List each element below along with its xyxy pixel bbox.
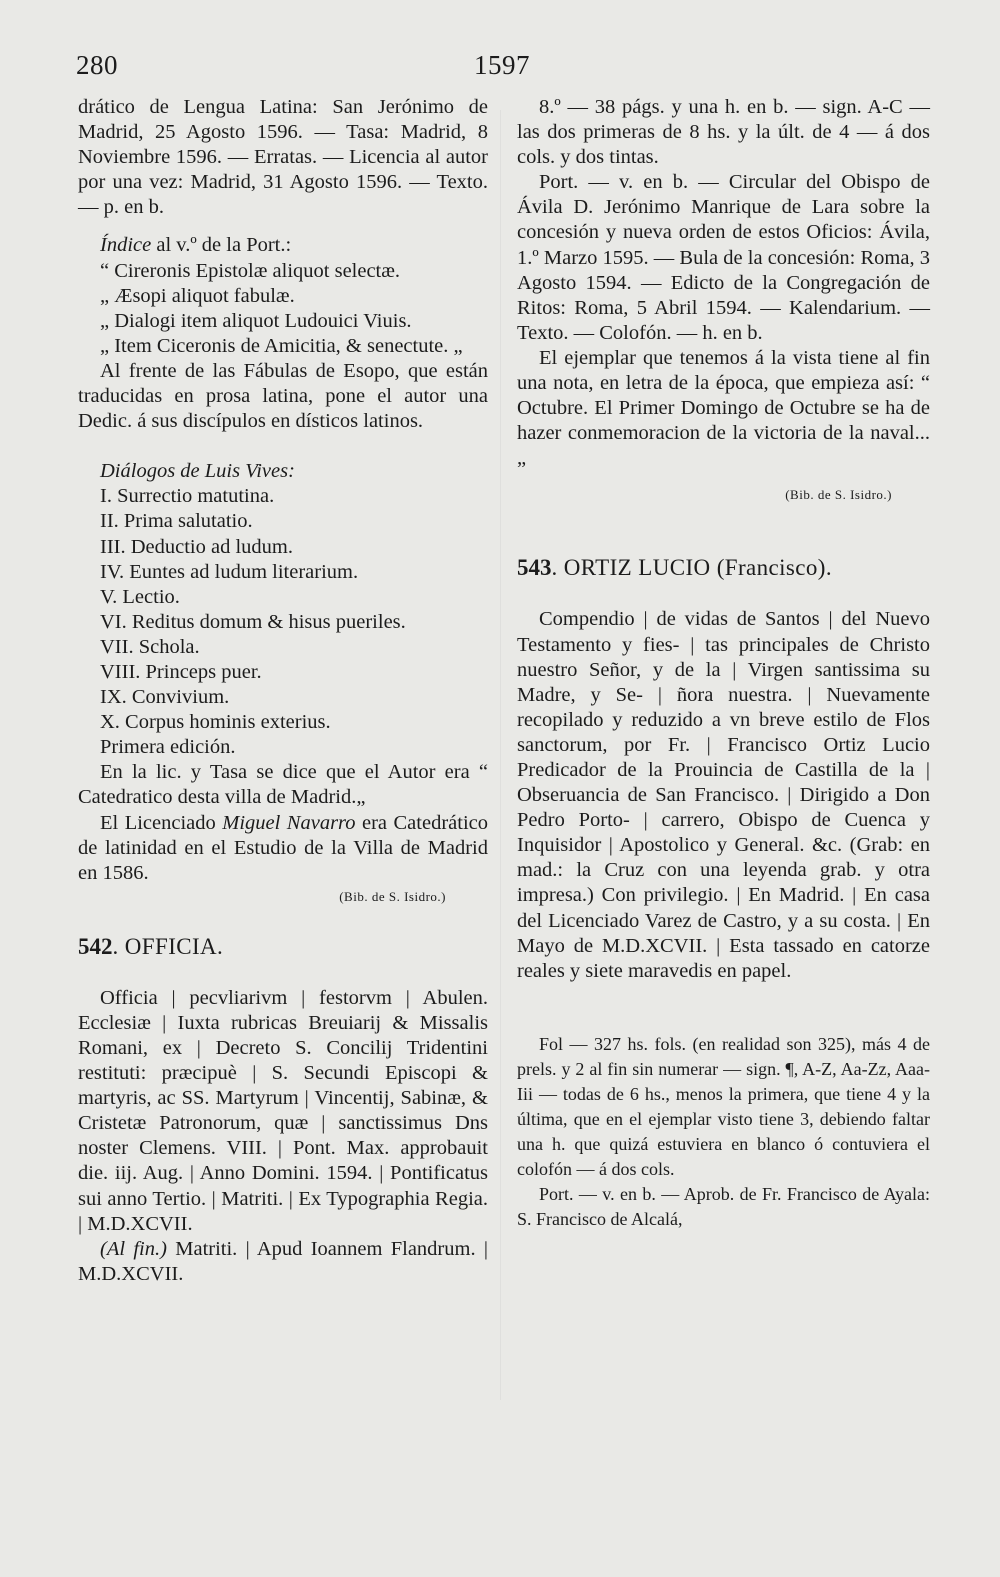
indice-item: „ Æsopi aliquot fabulæ.	[100, 284, 295, 307]
compendio-title-transcription: Compendio | de vidas de Santos | del Nuevo Testamento y fies- | tas principales de Christo nuestro Señor, y de la | Virgen santissima su Madre, y Se- | ñora nuestra. | Nuevamente recopilado y reduzido a vn breve estilo de Flos sanctorum, por Fr. | Francisco Ortiz Lucio Predicador de la Prouincia de Castilla de la | Obseruancia de San Francisco. | Dirigido a Don Pedro Porto- | carrero, Obispo de Cuenca y Inquisidor | Apostolico y General. &c. (Grab: en mad.: la Cruz con una leyenda grab. y otra impresa.) Con privilegio. | En Madrid. | En casa del Licenciado Varez de Castro, y a su costa. | En Mayo de M.D.XCVII. | Esta tassado en catorze reales y siete maravedis en papel.	[517, 608, 930, 982]
dialogo-item: II. Prima salutatio.	[100, 510, 253, 533]
dialogo-item: VI. Reditus domum & hisus pueriles.	[100, 610, 406, 633]
navarro-pre: El Licenciado	[100, 811, 223, 834]
source-note: (Bib. de S. Isidro.)	[339, 888, 446, 904]
alfin-label: (Al fin.)	[100, 1237, 167, 1260]
contents-paragraph: Port. — v. en b. — Circular del Obispo de Ávila D. Jerónimo Manrique de Lara sobre la concesión y nueva orden de estos Oficios: Ávila, 1.º Marzo 1595. — Bula de la concesión: Roma, 3 Agosto 1594. — Edicto de la Congregación de Ritos: Roma, 5 Abril 1594. — Kalendarium. — Texto. — Colofón. — h. en b.	[517, 171, 930, 344]
dialogo-item: IV. Euntes ad ludum literarium.	[100, 560, 359, 583]
fabulas-paragraph: Al frente de las Fábulas de Esopo, que están traducidas en prosa latina, pone el autor una Dedic. á sus discípulos en dísticos latinos.	[78, 359, 488, 433]
dialogo-item: VII. Schola.	[100, 635, 200, 658]
entry-543-heading	[517, 554, 930, 582]
licencia-paragraph: En la lic. y Tasa se dice que el Autor era “ Catedratico desta villa de Madrid.„	[78, 761, 488, 809]
dialogo-item: VIII. Princeps puer.	[100, 660, 262, 683]
indice-label: Índice	[100, 234, 152, 257]
column-gutter	[500, 110, 501, 1400]
dialogo-item: III. Deductio ad ludum.	[100, 535, 293, 558]
dialogo-item: V. Lectio.	[100, 585, 180, 608]
entry-542-heading	[78, 933, 488, 961]
navarro-name: Miguel Navarro	[222, 811, 356, 834]
officia-title-transcription: Officia | pecvliarivm | festorvm | Abulen. Ecclesiæ | Iuxta rubricas Breuiarij & Missalis Romani, ex | Decreto S. Concilij Tridentini restituti: præcipuè | S. Secundi Episcopi & martyris, ac SS. Martyrum | Vincentij, Sabinæ, & Cristetæ Patronorum, quæ | sanctissimus Dns noster Clemens. VIII. | Pont. Max. approbauit die. iij. Aug. | Anno Domini. 1594. | Pontificatus sui anno Tertio. | Matriti. | Ex Typographia Regia. | M.D.XCVII.	[78, 986, 488, 1235]
dialogos-list	[78, 484, 488, 735]
alfin-line	[78, 1237, 488, 1287]
primera-edicion: Primera edición.	[100, 736, 236, 759]
indice-list	[78, 259, 488, 359]
entry-541-continuation: drático de Lengua Latina: San Jerónimo de Madrid, 25 Agosto 1596. — Tasa: Madrid, 8 Noviembre 1596. — Erratas. — Licencia al autor por una vez: Madrid, 31 Agosto 1596. — Texto. — p. en b.	[78, 96, 488, 219]
collation-paragraph: 8.º — 38 págs. y una h. en b. — sign. A-C — las dos primeras de 8 hs. y la últ. de 4 — á dos cols. y dos tintas.	[517, 96, 930, 169]
page-number: 280	[76, 50, 118, 80]
folio-collation-paragraph: Fol — 327 hs. fols. (en realidad son 325), más 4 de prels. y 2 al fin sin numerar — sign. ¶, A-Z, Aa-Zz, Aaa-Iii — todas de 6 hs., menos la primera, que tiene 4 y la última, que en el ejemplar visto tiene 3, debiendo faltar una h. que quizá estuviera en blanco ó contuviera el colofón — á dos cols.	[517, 1033, 930, 1180]
dialogo-item: X. Corpus hominis exterius.	[100, 711, 331, 734]
alfin-rest: Matriti. | Apud Ioannem Flandrum. | M.D.XCVII.	[78, 1237, 488, 1285]
indice-item: “ Cireronis Epistolæ aliquot selectæ.	[100, 259, 401, 282]
entry-number: 543	[517, 555, 552, 581]
source-note: (Bib. de S. Isidro.)	[785, 487, 892, 503]
navarro-post: era Catedrático de latinidad en el Estudio de la Villa de Madrid en 1586.	[78, 811, 488, 884]
ejemplar-paragraph: El ejemplar que tenemos á la vista tiene al fin una nota, en letra de la época, que empieza así: “ Octubre. El Primer Domingo de Octubre se ha de hazer conmemoracion de la victoria de la naval... „	[517, 346, 930, 470]
dialogos-title: Diálogos de Luis Vives:	[100, 460, 295, 483]
indice-item: „ Item Ciceronis de Amicitia, & senectute. „	[100, 334, 463, 357]
right-column	[517, 95, 930, 1233]
entry-title: . OFFICIA.	[112, 933, 224, 959]
indice-rest: al v.º de la Port.:	[151, 234, 292, 257]
navarro-paragraph	[78, 811, 488, 886]
entry-title: . ORTIZ LUCIO (Francisco).	[551, 555, 832, 581]
left-column	[78, 95, 488, 1287]
dialogo-item: IX. Convivium.	[100, 686, 230, 709]
page-year-header: 1597	[474, 50, 530, 80]
entry-number: 542	[78, 933, 113, 959]
indice-item: „ Dialogi item aliquot Ludouici Viuis.	[100, 309, 412, 332]
port-aprob-paragraph: Port. — v. en b. — Aprob. de Fr. Francisco de Ayala: S. Francisco de Alcalá,	[517, 1184, 930, 1230]
dialogo-item: I. Surrectio matutina.	[100, 485, 275, 508]
indice-line	[78, 233, 488, 258]
